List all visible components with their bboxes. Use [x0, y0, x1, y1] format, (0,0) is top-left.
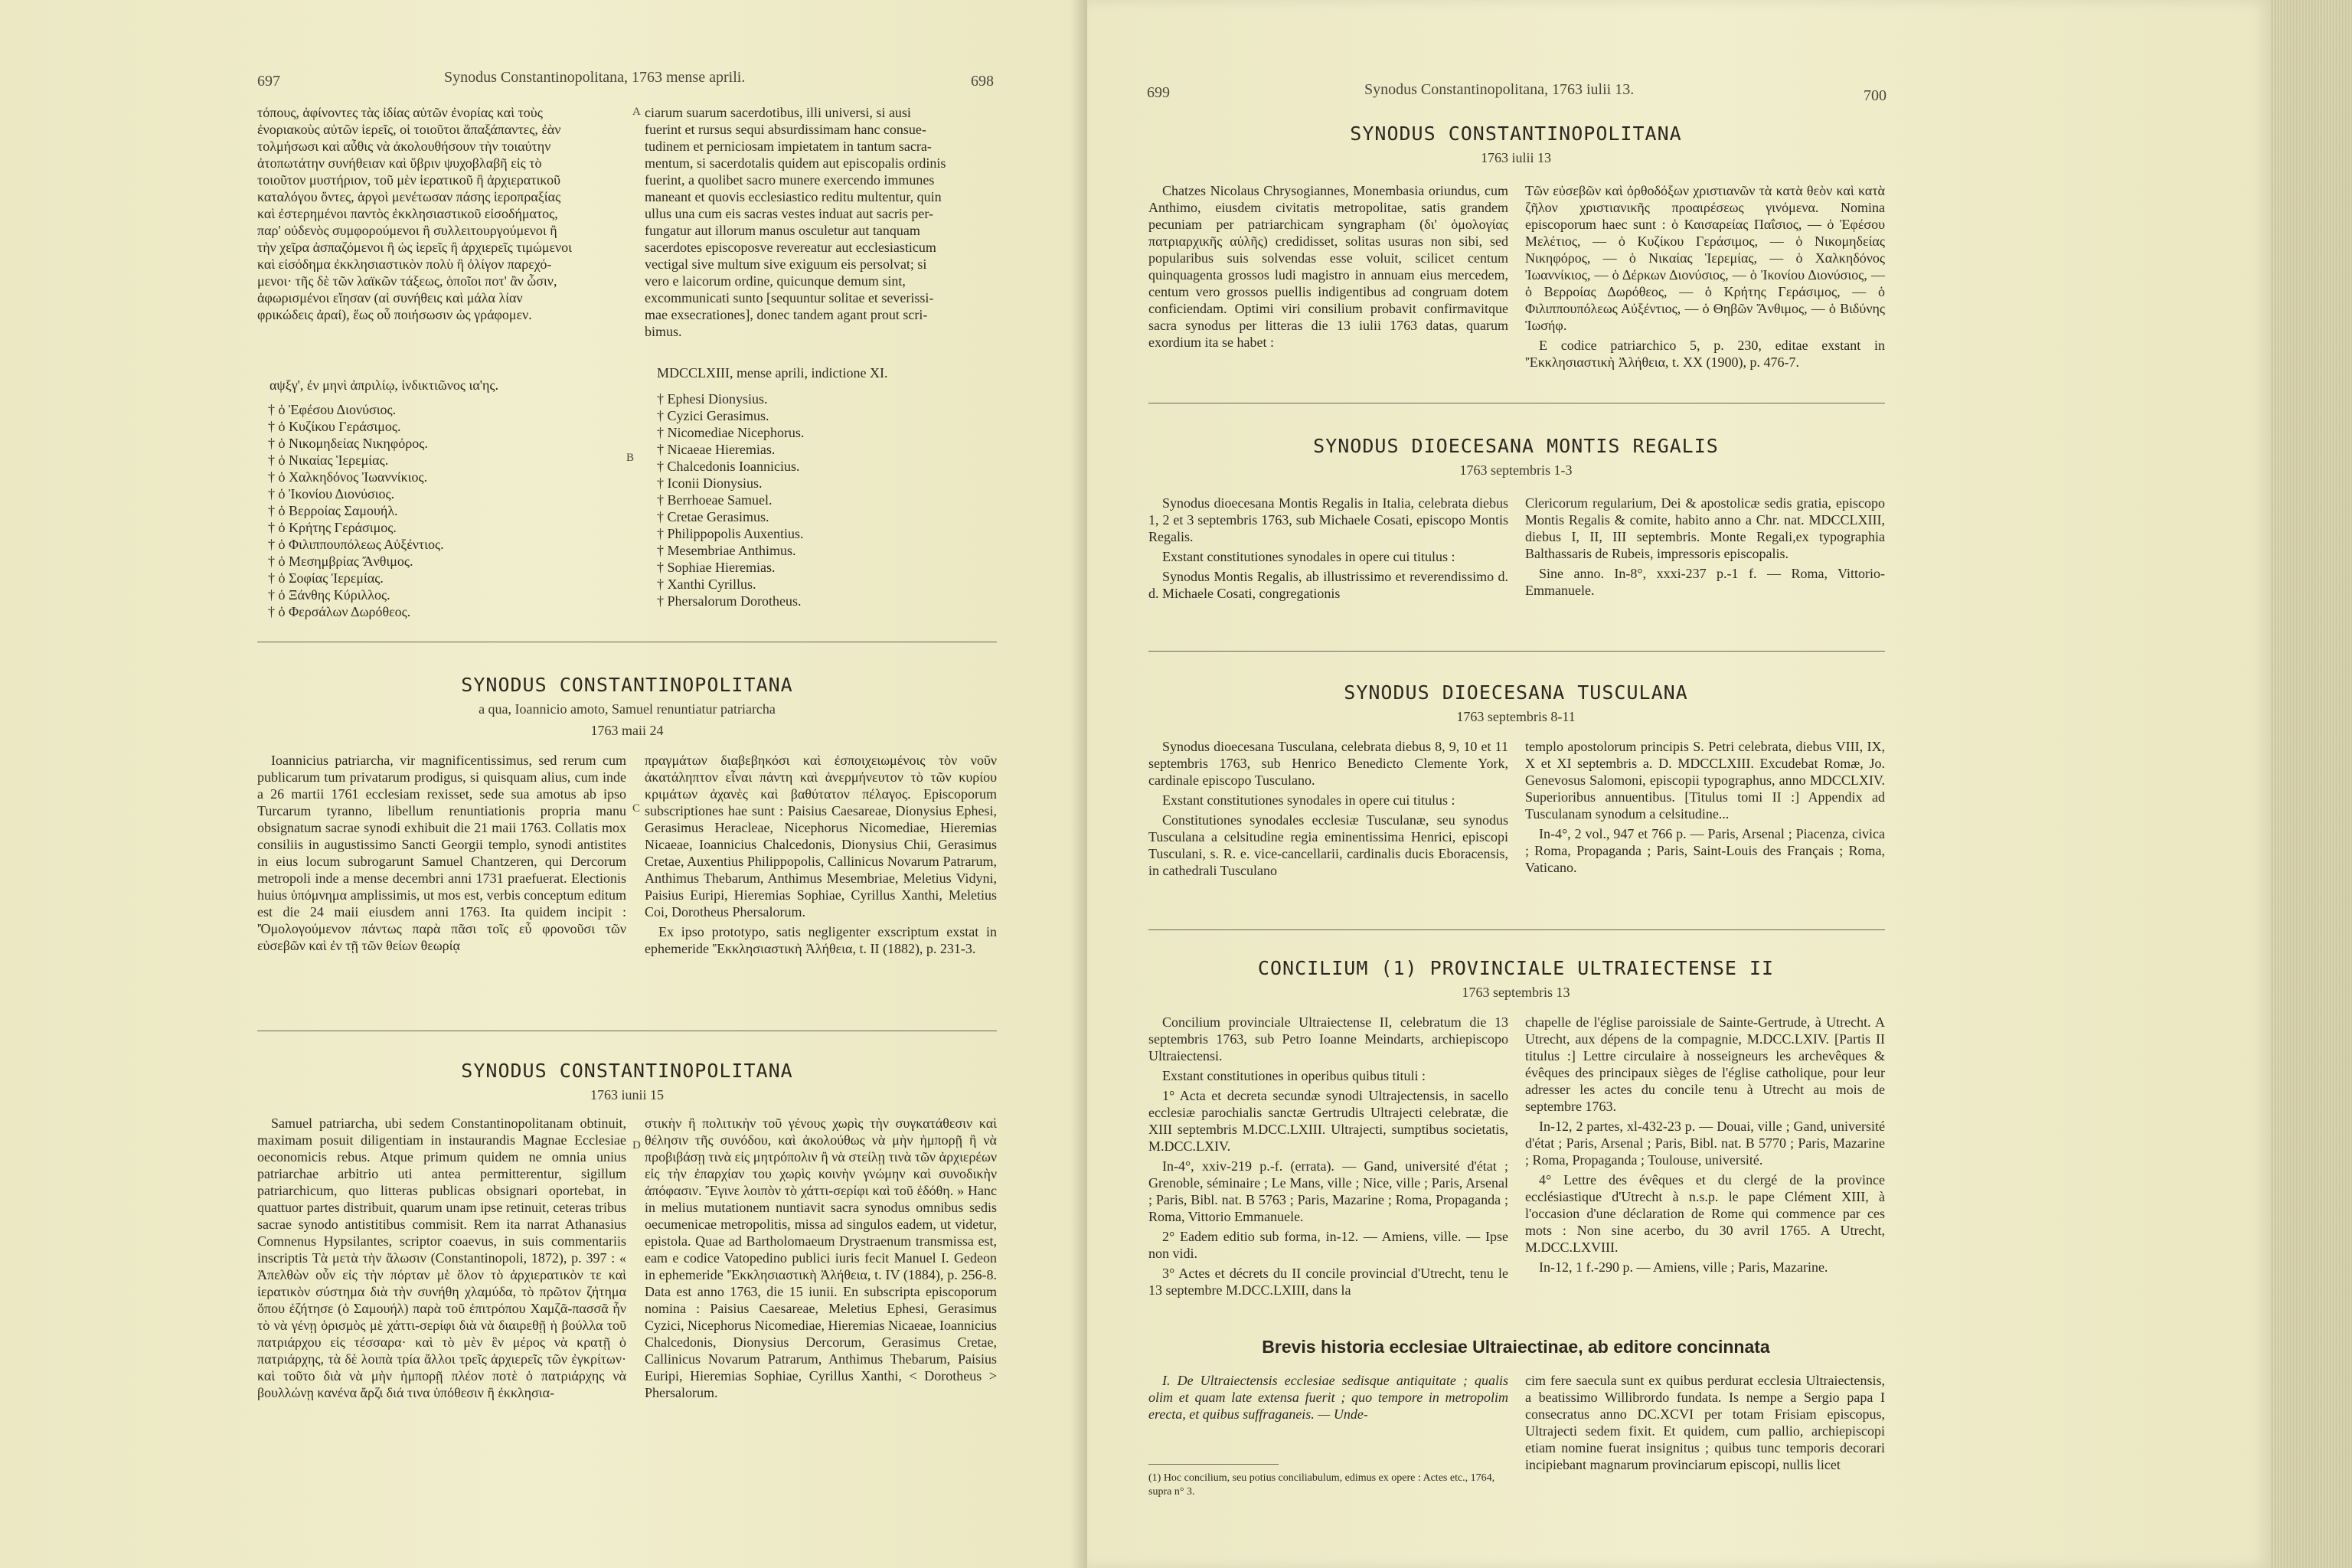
- list-item: † Mesembriae Anthimus.: [657, 543, 796, 558]
- right-column: [1525, 738, 1885, 879]
- list-item: † ὁ Κρήτης Γεράσιμος.: [268, 520, 397, 535]
- section-date: 1763 maii 24: [590, 723, 664, 738]
- greek-column: [645, 1115, 997, 1404]
- left-page: [0, 0, 1087, 1568]
- paragraph: Synodus dioecesana Montis Regalis in Italia, celebrata diebus 1, 2 et 3 septembris 1763, sub Michaele Cosati, episcopo Montis Regalis.: [1148, 495, 1508, 544]
- paragraph: E codice patriarchico 5, p. 230, editae exstant in 'Ἐκκλησιαστικὴ Ἀλήθεια, t. XX (1900), p. 476-7.: [1525, 338, 1885, 370]
- list-item: † Xanthi Cyrillus.: [657, 577, 756, 592]
- text-line: vero e laicorum ordine, quicunque demum sint,: [645, 273, 906, 289]
- right-column: [1525, 495, 1885, 602]
- left-column: [1148, 495, 1508, 605]
- paragraph: 4° Lettre des évêques et du clergé de la province ecclésiastique d'Utrecht à n.s.p. le pape Clément XIII, à l'occasion d'une déclaration de Rome qui commence par ces mots : Non sine acerbo, du 30 avril 1765. A Utrecht, M.DCC.LXVIII.: [1525, 1172, 1885, 1255]
- text-line: τολμήσωσι καὶ αὖθις νὰ ἀκολουθήσουν τὴν τοιαύτην: [257, 139, 551, 154]
- paragraph: Exstant constitutiones synodales in opere cui titulus :: [1162, 549, 1455, 564]
- section-title: SYNODUS CONSTANTINOPOLITANA: [1350, 122, 1682, 145]
- left-column: [1148, 1372, 1508, 1426]
- text-line: vectigal sive multum sive exiguum eis persolvat; si: [645, 256, 927, 272]
- list-item: † ὁ Νικαίας Ἱερεμίας.: [268, 452, 389, 468]
- text-line: ἀτοπωτάτην συνήθειαν καὶ ὕβριν ψυχοβλαβῆ εἰς τὸ: [257, 155, 542, 171]
- running-head: Synodus Constantinopolitana, 1763 mense aprili.: [444, 69, 746, 86]
- text-line: fungatur aut illorum manus osculetur aut tanquam: [645, 223, 920, 238]
- paragraph: I. De Ultraiectensis ecclesiae sedisque antiquitate ; qualis olim et quam late extensa fuerit ; quo tempore in metropolim erecta, et quibus suffraganeis. — Unde-: [1148, 1373, 1508, 1422]
- paragraph: πραγμάτων διαβεβηκόσι καὶ ἐσποιχειωμένοις τὸν νοῦν ἀκατάληπτον εἶναι πάντη καὶ ἀνερμήνευτον τὸ τῶν κυρίου κριμάτων ἀχανὲς καὶ βαθύτατον πέλαγος. Episcoporum subscriptiones hae sunt : Paisius Caesareae, Dionysius Ephesi, Gerasimus Heracleae, Nicephorus Nicomediae, Hieremias Nicaeae, Ioannicius Chalcedonis, Dionysius Chii, Gerasimus Cretae, Auxentius Philippopolis, Callinicus Novarum Patrarum, Anthimus Thebarum, Anthimus Mesembriae, Meletius Vidyni, Paisius Euripi, Hieremias Sophiae, Cyrillus Xanthi, Meletius Coi, Dorotheus Phersalorum.: [645, 753, 997, 920]
- section-date: 1763 iulii 13: [1480, 150, 1551, 165]
- list-item: † ὁ Χαλκηδόνος Ἰωαννίκιος.: [268, 469, 428, 485]
- text-line: excommunicati sunto [sequuntur solitae et severissi-: [645, 290, 934, 305]
- margin-letter: D: [632, 1139, 641, 1152]
- text-line: maneant et quovis ecclesiastico reditu multentur, quin: [645, 189, 942, 204]
- paragraph: Samuel patriarcha, ubi sedem Constantinopolitanam obtinuit, maximam posuit diligentiam in instaurandis Magnae Ecclesiae oeconomicis rebus. Atque primum quidem ne omnia unius patriarchae arbitrio uti antea permitterentur, sigillum patriarchicum, quo litteras publicas obsignari oportebat, in quattuor partes distribuit, quarum unam ipse retinuit, ceteras tribus sacrae synodo antistitibus commisit. Rem ita narrat Athanasius Comnenus Hypsilantes, scriptor coaevus, in suis commentariis inscriptis Τὰ μετὰ τὴν ἅλωσιν (Constantinopoli, 1872), p. 397 : « Ἀπελθὼν οὖν εἰς τὴν πόρταν μὲ ὅλον τὸ ἀρχιερατικὸν τε καὶ ἱερατικὸν σύστημα διὰ τὴν συνήθη χλαμύδα, τὸ πρῶτον ζήτημα ὅπου ἐζήτησε (ὁ Σαμουήλ) παρὰ τοῦ ἐπιτρόπου Χαμζᾶ-πασσᾶ ἦν τὸ νὰ γένῃ ὁρισμὸς μὲ χάττι-σερίφι διὰ νὰ διαιρεθῇ ἡ βούλλα τοῦ πατριάρχου εἰς τέσσαρα· καὶ τὸ μὲν ἓν μέρος νὰ κρατῇ ὁ πατριάρχης, τὰ δὲ λοιπὰ τρία ἄλλοι τρεῖς ἀρχιερεῖς τῶν ἐγκρίτων· καὶ τοῦτο διὰ νὰ μὴν ἠμπορῇ πλέον ποτὲ ὁ πατριάρχης νὰ βουλλώνῃ κανένα ἄρζι διά τινα ὑπόθεσιν ἢ ἐκκλησια-: [257, 1116, 626, 1400]
- list-item: † Sophiae Hieremias.: [657, 560, 776, 575]
- latin-signers: [657, 390, 804, 609]
- section-date: 1763 iunii 15: [590, 1087, 664, 1102]
- list-item: † Ephesi Dionysius.: [657, 391, 768, 407]
- text-line: fuerint et rursus sequi absurdissimam hanc consue-: [645, 122, 926, 137]
- text-line: fuerint, a quolibet sacro munere exercendo immunes: [645, 172, 935, 188]
- right-page: [1087, 0, 2271, 1568]
- left-column: [1148, 738, 1508, 882]
- section-date: 1763 septembris 1-3: [1459, 462, 1573, 478]
- paragraph: Concilium provinciale Ultraiectense II, celebratum die 13 septembris 1763, sub Petro Ioanne Meindarts, archiepiscopo Ultraiectensi.: [1148, 1014, 1508, 1063]
- paragraph: Chatzes Nicolaus Chrysogiannes, Monembasia oriundus, cum Anthimo, eiusdem civitatis metropolitae, satis grandem pecuniam per patriarchicam syngrapham (δι' ὁμολογίας πατριαρχικῆς αὐλῆς) credidisset, solitas usuras non sibi, sed popularibus suis solvendas esse voluit, scilicet centum quinquagenta grossos ludi magistro in annuam eius mercedem, centum vero grossos puellis indigentibus ad congruam dotem conficiendam. Optimi viri consilium probavit confirmavitque sacra synodus per litteras die 13 iulii 1763 datas, quarum exordium ita se habet :: [1148, 183, 1508, 350]
- text-line: τὴν χεῖρα ἀσπαζόμενοι ἢ ὡς ἱερεῖς ἢ ἀρχιερεῖς τιμώμενοι: [257, 240, 573, 255]
- list-item: † ὁ Ξάνθης Κύριλλος.: [268, 587, 390, 603]
- list-item: † Phersalorum Dorotheus.: [657, 593, 802, 609]
- paragraph: Ioannicius patriarcha, vir magnificentissimus, sed rerum cum publicarum tum privatarum prodigus, si quisquam alius, cum inde a 26 martii 1761 ecclesiam rexisset, sede sua amotus ab ipso Turcarum tyranno, libellum renuntiationis propria manu obsignatum sacrae synodi exhibuit die 21 maii 1763. Collatis mox consiliis in augustissimo Sancti Georgii templo, synodi antistites in eius locum subrogarunt Samuel Chantzeren, qui Dercorum metropoli inde a mense decembri anni 1731 praefuerat. Electionis huius ὑπόμνημα amplissimis, ut mos est, verbis conceptum editum est die 24 maii eiusdem anni 1763. Ita quidem incipit : 'Ὁμολογούμενον πάντως παρὰ πᾶσι τοῖς εὖ φρονοῦσι τῶν εὐσεβῶν καὶ ἐν τῇ τῶν θείων θεωρίᾳ: [257, 753, 626, 953]
- latin-column: [257, 752, 626, 957]
- paragraph: Ex ipso prototypo, satis negligenter exscriptum exstat in ephemeride 'Ἐκκλησιαστικὴ Ἀλήθεια, t. II (1882), p. 231-3.: [645, 924, 997, 956]
- paragraph: In-12, 2 partes, xl-432-23 p. — Douai, ville ; Gand, université d'état ; Paris, Arsenal ; Paris, Bibl. nat. B 5770 ; Paris, Mazarine ; Roma, Propaganda ; Toulouse, université.: [1525, 1119, 1885, 1168]
- paragraph: Exstant constitutiones synodales in opere cui titulus :: [1162, 792, 1455, 808]
- greek-column: [1525, 182, 1885, 374]
- text-line: καὶ ἐστερημένοι παντὸς ἐκκλησιαστικοῦ εἰσοδήματος,: [257, 206, 558, 221]
- text-line: ἐνοριακοὺς αὐτῶν ἱερεῖς, οἱ τοιοῦτοι ἅπαξάπαντες, ἐὰν: [257, 122, 561, 137]
- running-head: Synodus Constantinopolitana, 1763 iulii 13.: [1364, 81, 1635, 98]
- paragraph: Synodus Montis Regalis, ab illustrissimo et reverendissimo d. d. Michaele Cosati, congregationis: [1148, 569, 1508, 601]
- latin-column: [257, 1115, 626, 1404]
- section-subtitle: a qua, Ioannicio amoto, Samuel renuntiatur patriarcha: [479, 701, 776, 717]
- list-item: † Nicomediae Nicephorus.: [657, 425, 805, 440]
- text-line: τοιοῦτον μυστήριον, τοῦ μὲν ἱερατικοῦ ἢ ἀρχιερατικοῦ: [257, 172, 560, 188]
- paragraph: cim fere saecula sunt ex quibus perdurat ecclesia Ultraiectensis, a beatissimo Willibrordo fundata. Is nempe a Sergio papa I consecratus anno DC.XCVI per totam Frisiam episcopus, Ultrajecti sedem fixit. Et quidem, cum pallio, archiepiscopi etiam nomine fuerat insignitus ; quibus tunc temporis decorari incipiebant magnarum provinciarum episcopi, nullis licet: [1525, 1373, 1885, 1472]
- paragraph: Clericorum regularium, Dei & apostolicæ sedis gratia, episcopo Montis Regalis & comite, habito anno a Chr. nat. MDCCLXIII, diebus I, II, III septembris. Monte Regali,ex typographia Balthassaris de Rubeis, impressoris episcopalis.: [1525, 495, 1885, 561]
- section-title: SYNODUS CONSTANTINOPOLITANA: [461, 1060, 793, 1082]
- margin-letter: C: [632, 802, 641, 815]
- text-line: ἀφωρισμένοι εἴησαν (αἱ συνήθεις καὶ μάλα λίαν: [257, 290, 523, 305]
- margin-letter: B: [626, 452, 635, 464]
- list-item: † ὁ Ἐφέσου Διονύσιος.: [268, 402, 397, 417]
- text-line: τόπους, ἀφίνοντες τὰς ἰδίας αὐτῶν ἐνορίας καὶ τοὺς: [257, 105, 543, 120]
- left-column: [1148, 1014, 1508, 1302]
- footnote: (1) Hoc concilium, seu potius conciliabulum, edimus ex opere : Actes etc., 1764, supra n° 3.: [1148, 1472, 1495, 1498]
- paragraph: Synodus dioecesana Tusculana, celebrata diebus 8, 9, 10 et 11 septembris 1763, sub Henrico Benedicto Clemente York, cardinale episcopo Tusculano.: [1148, 739, 1508, 788]
- latin-date: MDCCLXIII, mense aprili, indictione XI.: [657, 365, 888, 381]
- text-line: καὶ εἰσόδημα ἐκκλησιαστικὸν πολὺ ἢ ὀλίγον παρεχό-: [257, 256, 552, 272]
- section-date: 1763 septembris 8-11: [1456, 709, 1576, 724]
- list-item: † Cyzici Gerasimus.: [657, 408, 769, 423]
- text-line: φρικώδεις ἀραί), ἕως οὗ ποιήσωσιν ὡς γράφομεν.: [257, 307, 532, 322]
- paragraph: Exstant constitutiones in operibus quibus tituli :: [1162, 1068, 1426, 1083]
- paragraph: Sine anno. In-8°, xxxi-237 p.-1 f. — Roma, Vittorio-Emmanuele.: [1525, 566, 1885, 598]
- paragraph: στικὴν ἢ πολιτικὴν τοῦ γένους χωρὶς τὴν συγκατάθεσιν καὶ θέλησιν τῆς συνόδου, καὶ ἀκολούθως νὰ μὴν ἠμπορῇ ἢ νὰ προβιβάσῃ τινὰ εἰς μητρόπολιν ἢ νὰ στείλῃ τινὰ τῶν ἀρχιερέων εἰς τὴν ἐπαρχίαν του χωρὶς κοινὴν γνώμην καὶ συνοδικὴν ἀπόφασιν. Ἔγινε λοιπὸν τὸ χάττι-σερίφι καὶ τοῦ ἐδόθη. » Hanc in melius mutationem nuntiavit sacra synodus omnibus sedis oecumenicae metropolitis, missa ad singulos eadem, ut videtur, epistola. Quae ad Bartholomaeum Drystraenum transmissa est, eam e codice Vatopedino publici iuris fecit Manuel I. Gedeon in ephemeride 'Ἐκκλησιαστικὴ Ἀλήθεια, t. IV (1884), p. 256-8. Data est anno 1763, die 15 iunii. En subscripta episcoporum nomina : Paisius Caesareae, Meletius Ephesi, Gerasimus Cyzici, Nicephorus Nicomediae, Hieremias Nicaeae, Ioannicius Chalcedonis, Dionysius Dercorum, Gerasimus Cretae, Callinicus Novarum Patrarum, Anthimus Thebarum, Paisius Euripi, Hieremias Sophiae, Cyrillus Xanthi, < Dorotheus > Phersalorum.: [645, 1116, 997, 1400]
- list-item: † ὁ Μεσημβρίας Ἄνθιμος.: [268, 554, 413, 569]
- section-title: SYNODUS CONSTANTINOPOLITANA: [461, 674, 793, 696]
- list-item: † ὁ Σοφίας Ἱερεμίας.: [268, 570, 384, 586]
- paragraph: 2° Eadem editio sub forma, in-12. — Amiens, ville. — Ipse non vidi.: [1148, 1229, 1508, 1261]
- text-line: ciarum suarum sacerdotibus, illi universi, si ausi: [645, 105, 911, 120]
- paragraph: In-4°, 2 vol., 947 et 766 p. — Paris, Arsenal ; Piacenza, civica ; Roma, Propaganda ; Paris, Saint-Louis des Français ; Roma, Vaticano.: [1525, 826, 1885, 875]
- text-line: καταλόγου ὄντες, ἀργοὶ μενέτωσαν πάσης ἱεροπραξίας: [257, 189, 561, 204]
- list-item: † ὁ Φερσάλων Δωρόθεος.: [268, 604, 411, 619]
- section-divider: [1148, 651, 1885, 652]
- paragraph: In-12, 1 f.-290 p. — Amiens, ville ; Paris, Mazarine.: [1539, 1259, 1828, 1275]
- text-line: μενοι· τῆς δὲ τῶν λαϊκῶν τάξεως, ὁποῖοι ποτ' ἂν ὦσιν,: [257, 273, 557, 289]
- list-item: † ὁ Νικομηδείας Νικηφόρος.: [268, 436, 428, 451]
- text-line: sacerdotes episcoposve revereatur aut ecclesiasticum: [645, 240, 936, 255]
- page-number: 698: [971, 73, 994, 90]
- text-line: bimus.: [645, 324, 682, 339]
- footnote-rule: [1148, 1464, 1279, 1465]
- list-item: † ὁ Κυζίκου Γεράσιμος.: [268, 419, 401, 434]
- list-item: † Berrhoeae Samuel.: [657, 492, 773, 508]
- page-number: 700: [1864, 87, 1886, 104]
- text-line: ullus una cum eis sacras vestes induat aut sacris per-: [645, 206, 934, 221]
- list-item: † Nicaeae Hieremias.: [657, 442, 776, 457]
- margin-letter: A: [632, 106, 641, 118]
- section-title: SYNODUS DIOECESANA MONTIS REGALIS: [1313, 435, 1719, 457]
- text-line: mentum, si sacerdotalis quidem aut episcopalis ordinis: [645, 155, 946, 171]
- list-item: † ὁ Φιλιππουπόλεως Αὐξέντιος.: [268, 537, 444, 552]
- list-item: † Cretae Gerasimus.: [657, 509, 769, 524]
- section-title: SYNODUS DIOECESANA TUSCULANA: [1344, 681, 1688, 704]
- list-item: † Iconii Dionysius.: [657, 475, 763, 491]
- text-line: παρ' οὐδενὸς συμφορούμενοι ἢ συλλειτουργούμενοι ἢ: [257, 223, 557, 238]
- greek-column: [645, 752, 997, 960]
- right-column: [1525, 1372, 1885, 1476]
- section-date: 1763 septembris 13: [1462, 985, 1570, 1000]
- text-line: tudinem et perniciosam impietatem in tantum sacra-: [645, 139, 932, 154]
- paragraph: chapelle de l'église paroissiale de Sainte-Gertrude, à Utrecht. A Utrecht, aux dépens de la compagnie, M.DCC.LXIV. [Partis II titulus :] Lettre circulaire à nosseigneurs les archevêques & évêques des principaux sièges de l'église catholique, pour leur adresser les actes du concile tenu à Utrecht au mois de septembre 1763.: [1525, 1014, 1885, 1114]
- list-item: † Philippopolis Auxentius.: [657, 526, 804, 541]
- greek-continuation: [257, 104, 629, 323]
- right-column: [1525, 1014, 1885, 1279]
- paragraph: Constitutiones synodales ecclesiæ Tusculanæ, seu synodus Tusculana a celsitudine regia eminentissima Henrici, episcopi Tusculani, s. R. e. vice-cancellarii, cardinalis ducis Eboracensis, in cathedrali Tusculano: [1148, 812, 1508, 878]
- section-divider: [1148, 929, 1885, 930]
- list-item: † ὁ Ἰκονίου Διονύσιος.: [268, 486, 395, 501]
- paragraph: 3° Actes et décrets du II concile provincial d'Utrecht, tenu le 13 septembre M.DCC.LXIII, dans la: [1148, 1266, 1508, 1298]
- text-line: mae exsecrationes], donec tandem agant prout scri-: [645, 307, 928, 322]
- greek-signers: [268, 401, 444, 620]
- section-title: CONCILIUM (1) PROVINCIALE ULTRAIECTENSE II: [1257, 957, 1775, 979]
- paragraph: Τῶν εὐσεβῶν καὶ ὀρθοδόξων χριστιανῶν τὰ κατὰ θεὸν καὶ κατὰ ζῆλον χριστιανικῆς προαιρέσεως γινόμενα. Nomina episcoporum haec sunt : ὁ Καισαρείας Παΐσιος, — ὁ Ἐφέσου Μελέτιος, — ὁ Κυζίκου Γεράσιμος, — ὁ Νικομηδείας Νικηφόρος, — ὁ Νικαίας Ἱερεμίας, — ὁ Χαλκηδόνος Ἰωαννίκιος, — ὁ Δέρκων Διονύσιος, — ὁ Ἰκονίου Διονύσιος, — ὁ Βερροίας Δωρόθεος, — ὁ Κρήτης Γεράσιμος, — ὁ Φιλιππουπόλεως Αὐξέντιος, — ὁ Θηβῶν Ἄνθιμος, — ὁ Βιδύνης Ἰωσήφ.: [1525, 183, 1885, 333]
- greek-date: αψξγ', ἐν μηνὶ ἀπριλίῳ, ἰνδικτιῶνος ια'ης.: [270, 377, 499, 393]
- list-item: † ὁ Βερροίας Σαμουήλ.: [268, 503, 398, 518]
- latin-column: [1148, 182, 1508, 354]
- section-title: Brevis historia ecclesiae Ultraiectinae, ab editore concinnata: [1262, 1337, 1770, 1357]
- list-item: † Chalcedonis Ioannicius.: [657, 459, 800, 474]
- paragraph: templo apostolorum principis S. Petri celebrata, diebus VIII, IX, X et XI septembris a. D. MDCCLXIII. Excudebat Romæ, Jo. Genevosus Salomoni, episcopii typographus, anno MDCCLXIV. Superioribus annuentibus. [Titulus tomi II :] Appendix ad Tusculanam synodum a celsitudine...: [1525, 739, 1885, 822]
- page-number: 697: [257, 73, 280, 90]
- page-number: 699: [1147, 84, 1170, 101]
- latin-continuation: [645, 104, 994, 340]
- page-edges: [2271, 0, 2352, 1568]
- paragraph: In-4°, xxiv-219 p.-f. (errata). — Gand, université d'état ; Grenoble, séminaire ; Le Mans, ville ; Nice, ville ; Paris, Arsenal ; Paris, Bibl. nat. B 5763 ; Paris, Mazarine ; Roma, Propaganda ; Roma, Vittorio Emmanuele.: [1148, 1158, 1508, 1224]
- paragraph: 1° Acta et decreta secundæ synodi Ultrajectensis, in sacello ecclesiæ parochialis sanctæ Gertrudis Ultrajecti celebratæ, die XIII septembris M.DCC.LXIII. Ultrajecti, sumptibus societatis, M.DCC.LXIV.: [1148, 1088, 1508, 1154]
